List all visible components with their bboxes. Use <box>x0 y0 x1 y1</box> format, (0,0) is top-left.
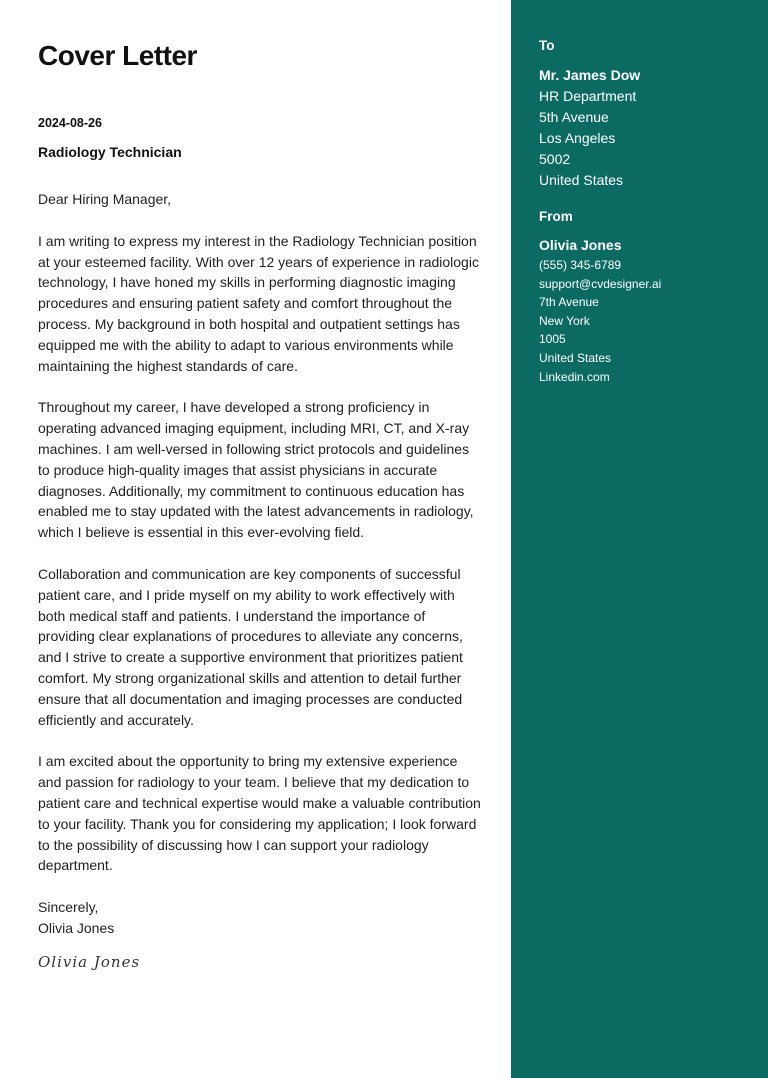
signature: Olivia Jones <box>38 952 141 971</box>
contact-sidebar <box>511 0 768 1078</box>
closing-block <box>38 897 483 939</box>
sender-name: Olivia Jones <box>539 237 622 253</box>
paragraph-2: Throughout my career, I have developed a strong proficiency in operating advanced imaging equipment, including MRI, CT, and X-ray machines. I am well-versed in following strict protocols and guidelines to produce high-quality images that assist physicians in accurate diagnoses. Additionally, my commitment to continuous education has enabled me to stay updated with the latest advancements in radiology, which I believe is essential in this ever-evolving field. <box>38 399 474 541</box>
recipient-name: Mr. James Dow <box>539 67 641 83</box>
letter-date: 2024-08-26 <box>38 116 102 130</box>
recipient-country: United States <box>539 172 624 188</box>
sender-zip: 1005 <box>539 332 566 347</box>
sidebar-content <box>539 38 759 386</box>
salutation: Dear Hiring Manager, <box>38 191 172 207</box>
recipient-street: 5th Avenue <box>539 109 609 125</box>
closing-phrase: Sincerely, <box>38 899 99 916</box>
closing-name: Olivia Jones <box>38 919 115 936</box>
sender-phone: (555) 345-6789 <box>539 258 622 272</box>
sender-city: New York <box>539 313 590 328</box>
paragraph-3: Collaboration and communication are key components of successful patient care, and I pride myself on my ability to work effectively with both medical staff and patients. I understand the importance of providing clear explanations of procedures to alleviate any concerns, and I strive to create a supportive environment that prioritizes patient comfort. My strong organizational skills and attention to detail further ensure that all documentation and imaging processes are conducted efficiently and accurately. <box>38 565 463 728</box>
to-label: To <box>539 38 555 53</box>
sender-country: United States <box>539 350 612 365</box>
sender-email[interactable]: support@cvdesigner.ai <box>539 276 662 291</box>
recipient-department: HR Department <box>539 88 637 104</box>
recipient-zip: 5002 <box>539 151 571 167</box>
sender-linkedin[interactable]: Linkedin.com <box>539 369 610 384</box>
page-title: Cover Letter <box>38 40 197 71</box>
from-label: From <box>539 209 573 224</box>
position-title: Radiology Technician <box>38 144 182 160</box>
letter-body <box>38 40 483 971</box>
sender-street: 7th Avenue <box>539 295 599 310</box>
paragraph-4: I am excited about the opportunity to bring my extensive experience and passion for radiology to your team. I believe that my dedication to patient care and technical expertise would make a valuable contribution to your facility. Thank you for considering my application; I look forward to the possibility of discussing how I can support your radiology department. <box>38 753 481 874</box>
paragraph-1: I am writing to express my interest in the Radiology Technician position at your esteemed facility. With over 12 years of experience in radiologic technology, I have honed my skills in performing diagnostic imaging procedures and ensuring patient safety and comfort throughout the process. My background in both hospital and outpatient settings has equipped me with the ability to adapt to various environments while maintaining the highest standards of care. <box>38 232 479 374</box>
recipient-city: Los Angeles <box>539 130 616 146</box>
